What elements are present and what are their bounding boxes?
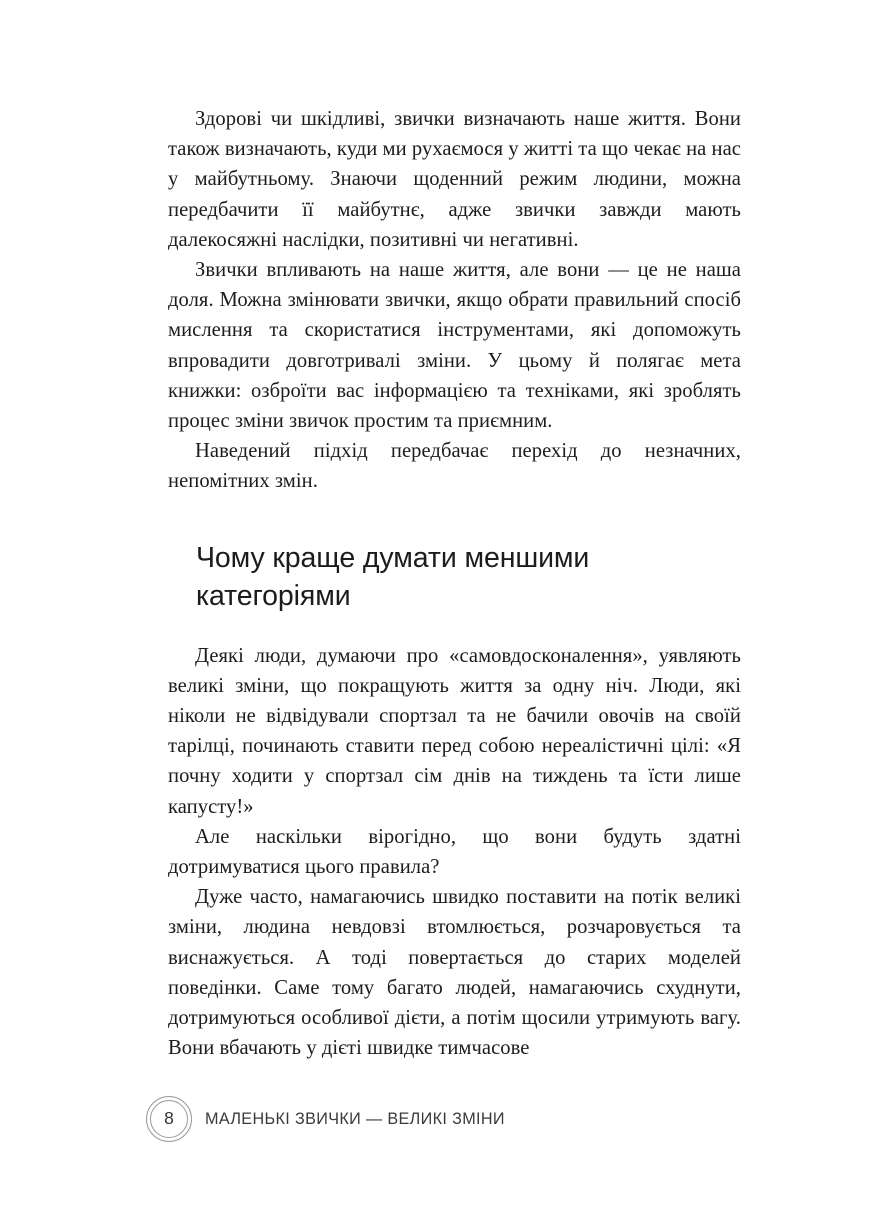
paragraph: Здорові чи шкідливі, звички визначають наше життя. Вони також визначають, куди ми рухаємося у житті та що чекає на нас у майбутньому. Знаючи щоденний режим людини, можна передбачити її майбутнє, адже звички завжди мають далекосяжні наслідки, позитивні чи негативні.: [168, 108, 741, 251]
paragraph: Дуже часто, намагаючись швидко поставити на потік великі зміни, людина невдовзі втомлюється, розчаровується та виснажується. А тоді повертається до старих моделей поведінки. Саме тому багато людей, намагаючись схуднути, дотримуються особливої дієти, а потім щосили утримують вагу. Вони вбачають у дієті швидке тимчасове: [168, 886, 741, 1060]
heading-spacer-below: [168, 615, 741, 641]
section-heading: Чому краще думати меншими категоріями: [196, 541, 590, 612]
paragraph: Але наскільки вірогідно, що вони будуть здатні дотримуватися цього правила?: [168, 825, 741, 879]
paragraph: Звички впливають на наше життя, але вони — це не наша доля. Можна змінювати звички, якщо обрати правильний спосіб мислення та скористатися інструментами, які допоможуть впровадити довготривалі зміни. У цьому й полягає мета книжки: озброїти вас інформацією та техніками, які зроблять процес зміни звичок простим та приємним.: [168, 259, 741, 433]
page-number: 8: [164, 1108, 174, 1129]
page-footer: [146, 1096, 505, 1142]
paragraph: Наведений підхід передбачає перехід до незначних, непомітних змін.: [168, 440, 741, 493]
page-number-badge: [146, 1096, 192, 1142]
running-title: МАЛЕНЬКІ ЗВИЧКИ — ВЕЛИКІ ЗМІНИ: [205, 1109, 505, 1128]
paragraph: Деякі люди, думаючи про «самовдосконалення», уявляють великі зміни, що покращують життя за одну ніч. Люди, які ніколи не відвідували спортзал та не бачили овочів на своїй тарілці, починають ставити перед собою нереалістичні цілі: «Я почну ходити у спортзал сім днів на тиждень та їсти лише капусту!»: [168, 644, 741, 818]
body-text-column: [168, 104, 741, 1063]
heading-spacer-above: [168, 497, 741, 539]
